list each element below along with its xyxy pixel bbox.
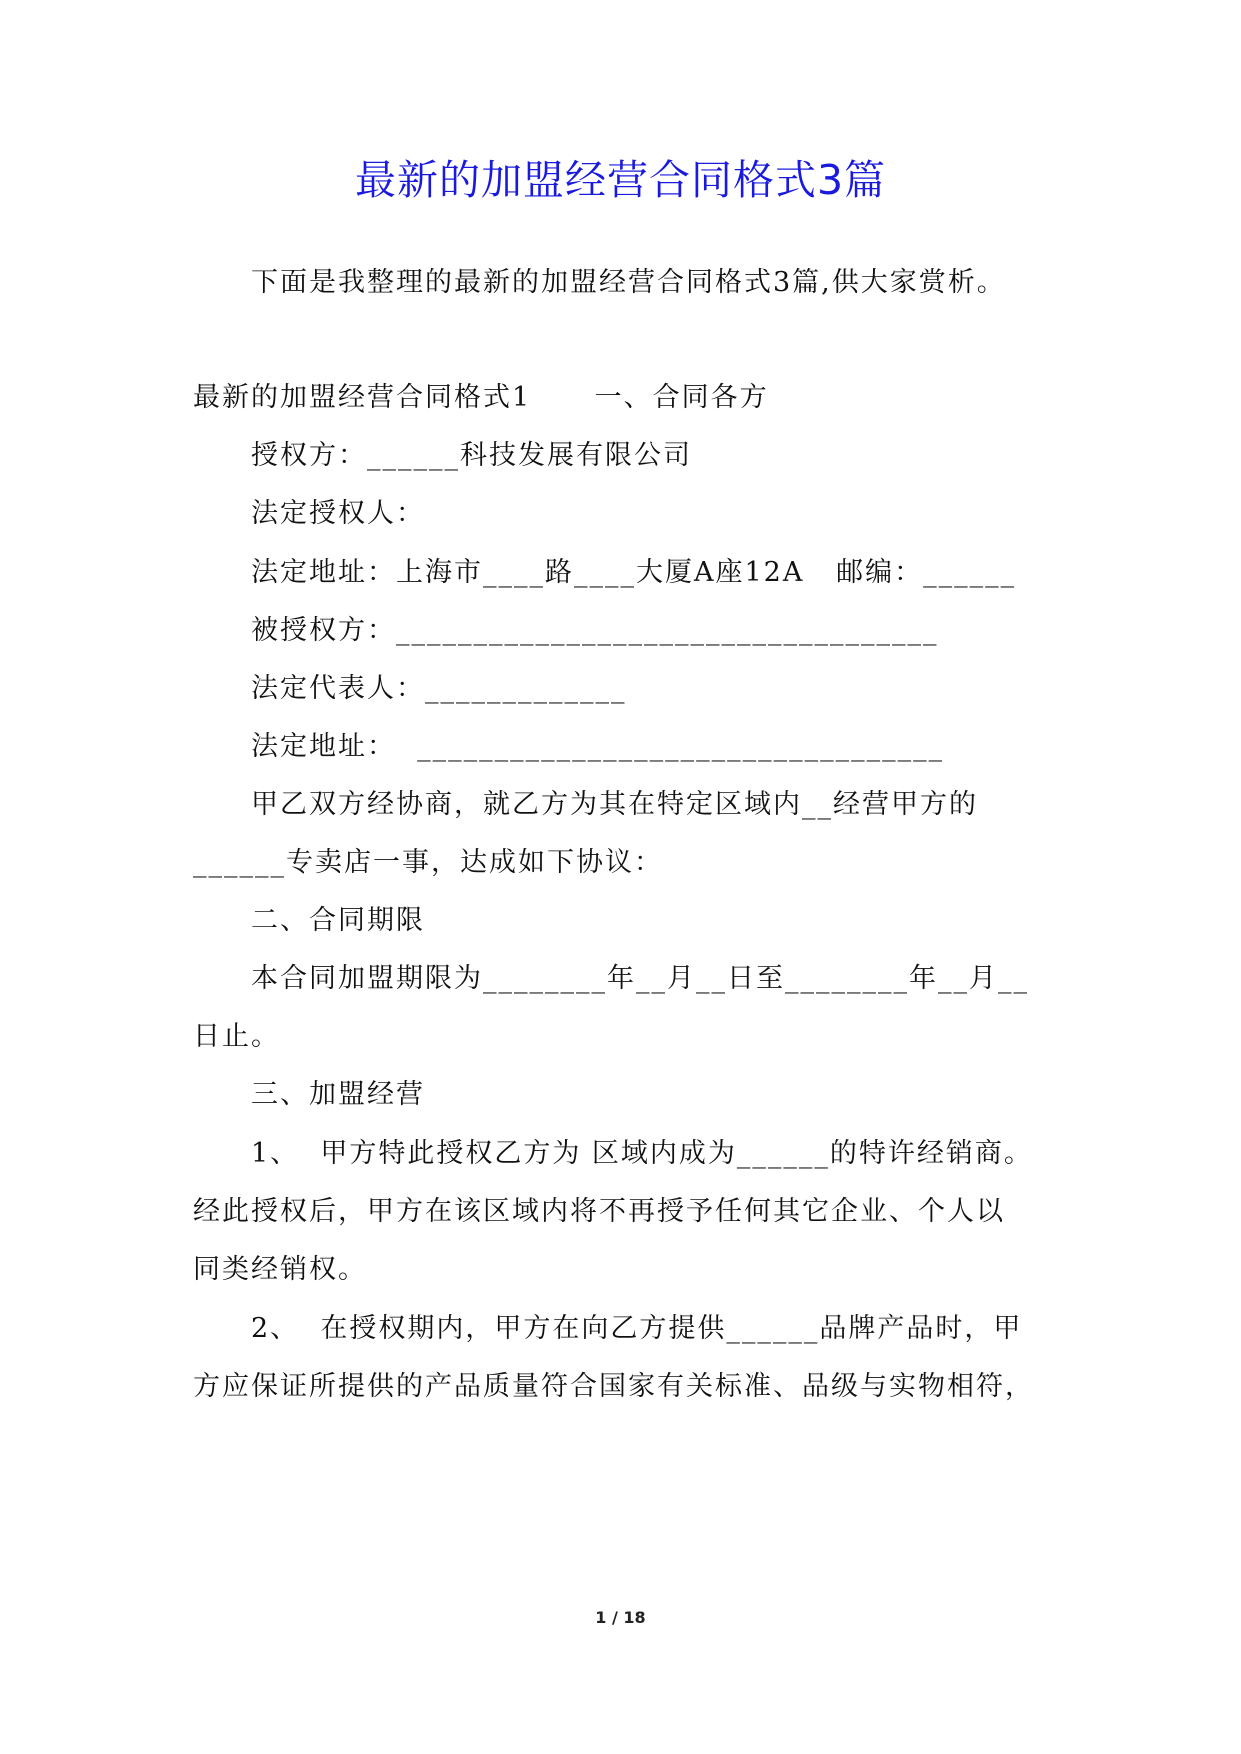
agreement-paragraph-line-2: ______专卖店一事，达成如下协议：	[193, 847, 663, 878]
section-heading-contract-1: 最新的加盟经营合同格式1 一、合同各方	[193, 382, 769, 413]
licensee-line: 被授权方：___________________________________	[251, 615, 939, 646]
section-heading-term: 二、合同期限	[251, 905, 425, 936]
term-paragraph-line-1: 本合同加盟期限为________年__月__日至________年__月__	[251, 963, 1029, 994]
section-heading-franchise: 三、加盟经营	[251, 1079, 425, 1110]
document-title: 最新的加盟经营合同格式3篇	[354, 156, 887, 204]
clause-1-line-2: 经此授权后，甲方在该区域内将不再授予任何其它企业、个人以	[193, 1196, 1005, 1227]
clause-1-line-1: 1、 甲方特此授权乙方为 区域内成为______的特许经销商。	[251, 1138, 1033, 1169]
legal-authorizer-line: 法定授权人：	[251, 498, 425, 529]
clause-2-line-1: 2、 在授权期内，甲方在向乙方提供______品牌产品时，甲	[251, 1313, 1023, 1344]
term-paragraph-line-2: 日止。	[193, 1021, 280, 1052]
legal-representative-line: 法定代表人：_____________	[251, 673, 627, 704]
licensor-address-line: 法定地址：上海市____路____大厦A座12A 邮编：______	[251, 557, 1017, 588]
clause-1-line-3: 同类经销权。	[193, 1254, 367, 1285]
licensee-address-line: 法定地址： __________________________________	[251, 731, 945, 762]
agreement-paragraph-line-1: 甲乙双方经协商，就乙方为其在特定区域内__经营甲方的	[251, 789, 978, 820]
clause-2-line-2: 方应保证所提供的产品质量符合国家有关标准、品级与实物相符，	[193, 1371, 1034, 1402]
page-number: 1 / 18	[595, 1608, 646, 1627]
licensor-line: 授权方：______科技发展有限公司	[251, 440, 692, 471]
intro-paragraph: 下面是我整理的最新的加盟经营合同格式3篇,供大家赏析。	[251, 267, 1006, 298]
